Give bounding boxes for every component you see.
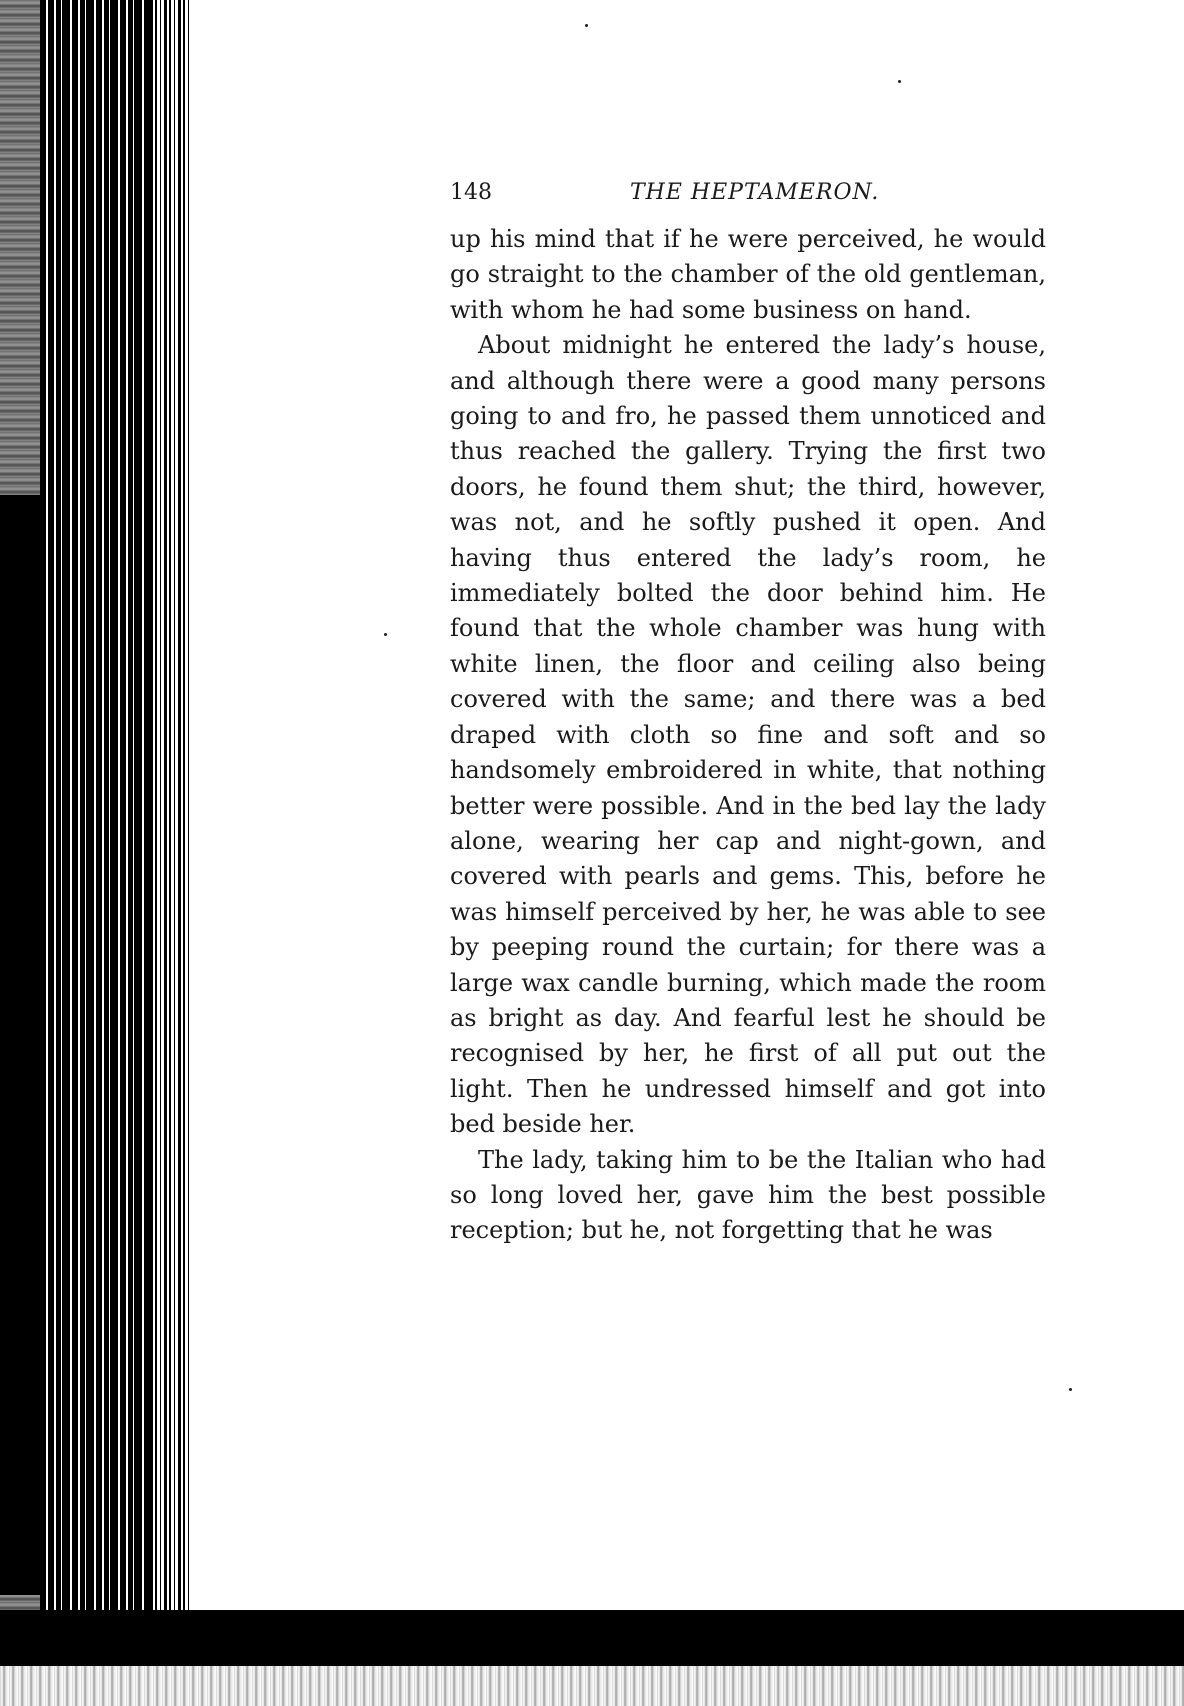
- running-title: THE HEPTAMERON.: [630, 180, 880, 205]
- scan-speck: [384, 633, 387, 636]
- bottom-scan-noise: [0, 1666, 1184, 1706]
- scan-speck: [1069, 1388, 1072, 1391]
- scan-speck: [898, 80, 901, 83]
- scan-speck: [585, 24, 588, 27]
- paragraph: About midnight he entered the lady’s house, and although there were a good many persons going to and fro, he passed them unnoticed and thus reached the gallery. Trying the first two doors, he found them shut; the third, however, was not, and he softly pushed it open. And having thus entered the lady’s room, he immediately bolted the door behind him. He found that the whole chamber was hung with white linen, the floor and ceiling also being covered with the same; and there was a bed draped with cloth so fine and soft and so handsomely embroidered in white, that nothing better were possible. And in the bed lay the lady alone, wearing her cap and night-gown, and covered with pearls and gems. This, before he was himself perceived by her, he was able to see by peeping round the curtain; for there was a large wax candle burning, which made the room as bright as day. And fearful lest he should be recognised by her, he first of all put out the light. Then he undressed himself and got into bed beside her.: [450, 331, 1046, 1139]
- page-number: 148: [450, 180, 492, 205]
- running-head: [450, 170, 1046, 210]
- paragraph-continued: up his mind that if he were perceived, he would go straight to the chamber of the old gentleman, with whom he had some business on hand.: [450, 225, 1046, 324]
- page-edges: [150, 0, 190, 1706]
- book-spine-shadow: [0, 495, 40, 1595]
- paragraph: The lady, taking him to be the Italian who had so long loved her, gave him the best possible reception; but he, not forgetting that he was: [450, 1145, 1046, 1245]
- body-text: [450, 222, 1046, 1249]
- bottom-shadow: [0, 1610, 1184, 1666]
- page-content: [450, 170, 1046, 1249]
